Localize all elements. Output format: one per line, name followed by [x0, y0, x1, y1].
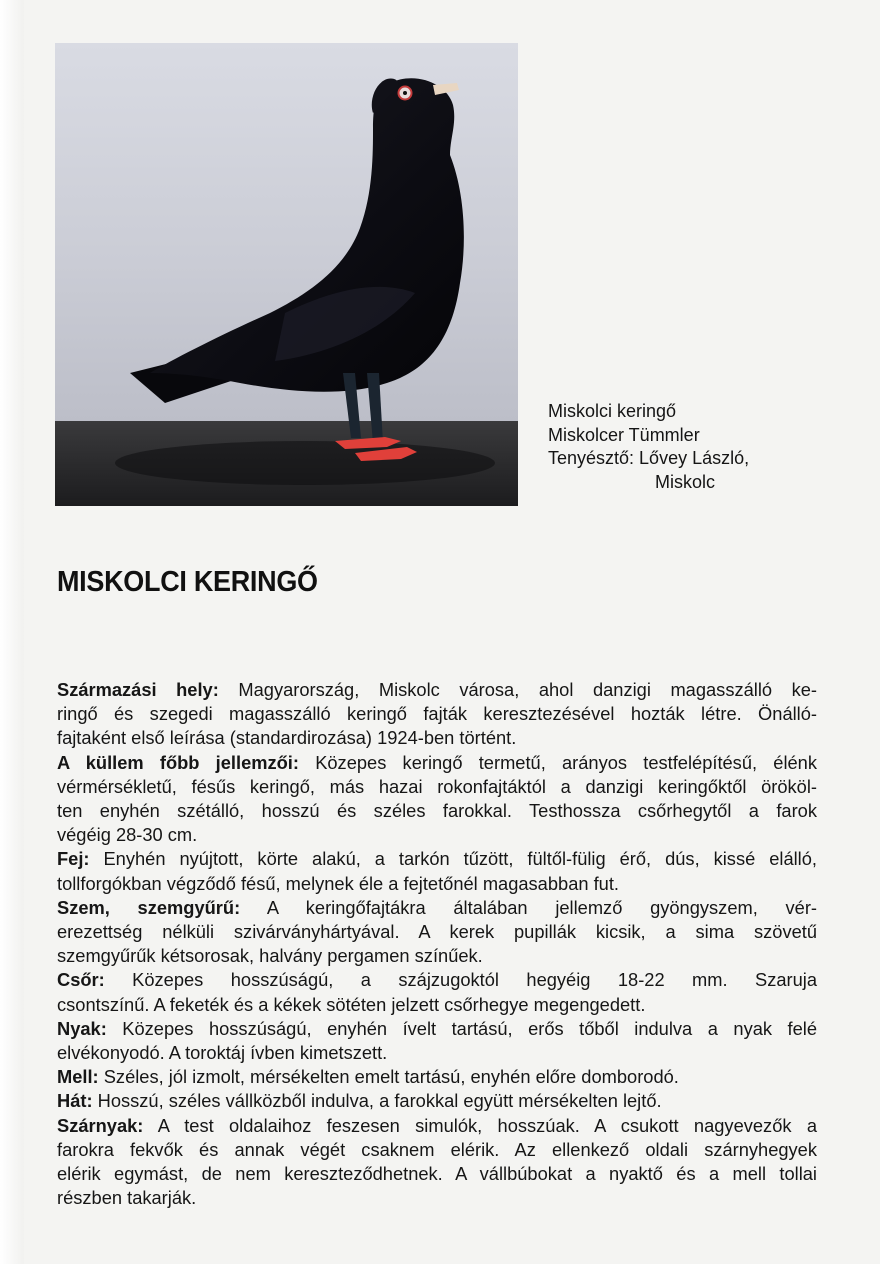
section-label: Fej:: [57, 848, 90, 870]
text-line: tollforgókban végződő fésű, melynek éle a fejtetőnél magasabban fut.: [57, 872, 620, 894]
text-line: ten enyhén szétálló, hosszú és széles farokkal. Testhossza csőrhegytől a farok: [57, 800, 817, 822]
pupil-shape: [403, 91, 407, 95]
text-line: szemgyűrűk kétsorosak, halvány pergamen színűek.: [57, 945, 483, 967]
section-text: Közepes hosszúságú, enyhén ívelt tartású, erős tőből indulva a nyak felé: [106, 1017, 817, 1039]
page-edge: [0, 0, 24, 1264]
text-line: [57, 1089, 817, 1113]
section-text: Hosszú, széles vállközből indulva, a farokkal együtt mérsékelten lejtő.: [92, 1090, 662, 1112]
section-label: Mell:: [57, 1066, 99, 1088]
section-text: Széles, jól izmolt, mérsékelten emelt tartású, enyhén előre domborodó.: [98, 1066, 679, 1088]
text-line: [57, 1065, 817, 1089]
text-line: végéig 28-30 cm.: [57, 824, 198, 846]
section-label: Származási hely:: [57, 679, 219, 700]
caption-line-4: Miskolc: [655, 471, 716, 492]
section-text: A test oldalaihoz feszesen simulók, hosszúak. A csukott nagyevezők a: [143, 1114, 817, 1136]
text-line: [57, 847, 817, 871]
section-text: Közepes keringő termetű, arányos testfelépítésű, élénk: [298, 751, 817, 773]
pigeon-illustration: [55, 43, 518, 506]
text-line: elvékonyodó. A toroktáj ívben kimetszett.: [57, 1042, 388, 1064]
section-label: Szárnyak:: [57, 1114, 144, 1136]
caption-line-2: Miskolcer Tümmler: [548, 424, 700, 445]
text-line: részben takarják.: [57, 1187, 197, 1209]
caption-line-3: Tenyésztő: Lővey László,: [548, 448, 750, 468]
pigeon-photo: [55, 43, 518, 506]
photo-caption: [548, 400, 788, 494]
section-label: A küllem főbb jellemzői:: [57, 751, 299, 773]
page-title: MISKOLCI KERINGŐ: [57, 566, 318, 598]
text-line: farokra fekvők és annak végét csaknem elérik. Az ellenkező oldali szárnyhegyek: [57, 1138, 817, 1160]
section-label: Hát:: [57, 1090, 93, 1112]
text-line: [57, 678, 817, 702]
shadow-shape: [115, 441, 495, 485]
text-line: vérmérsékletű, fésűs keringő, más hazai rokonfajtáktól a danzigi keringőktől örököl-: [57, 775, 817, 797]
section-label: Csőr:: [57, 969, 105, 991]
section-label: Nyak:: [57, 1017, 107, 1039]
breed-description: [57, 678, 817, 1210]
text-line: [57, 751, 817, 775]
text-line: ringő és szegedi magasszálló keringő fajták keresztezésével hozták létre. Önálló-: [57, 703, 817, 725]
text-line: [57, 896, 817, 920]
caption-line-1: Miskolci keringő: [548, 401, 677, 421]
section-text: A keringőfajtákra általában jellemző gyöngyszem, vér-: [240, 896, 817, 918]
text-line: elérik egymást, de nem kereszteződhetnek. A vállbúbokat a nyaktő és a mell tollai: [57, 1163, 817, 1185]
text-line: [57, 1114, 817, 1138]
text-line: [57, 968, 817, 992]
section-text: Enyhén nyújtott, körte alakú, a tarkón tűzött, fültől-fülig érő, dús, kissé elálló,: [89, 848, 817, 870]
text-line: [57, 1017, 817, 1041]
text-line: erezettség nélküli szivárványhártyával. A kerek pupillák kicsik, a sima szövetű: [57, 921, 817, 943]
text-line: csontszínű. A feketék és a kékek sötéten jelzett csőrhegye megengedett.: [57, 993, 646, 1015]
section-text: Közepes hosszúságú, a szájzugoktól hegyéig 18-22 mm. Szaruja: [104, 969, 817, 991]
text-line: fajtaként első leírása (standardirozása) 1924-ben történt.: [57, 727, 517, 749]
section-label: Szem, szemgyűrű:: [57, 896, 241, 918]
section-text: Magyarország, Miskolc városa, ahol danzigi magasszálló ke-: [218, 679, 818, 700]
